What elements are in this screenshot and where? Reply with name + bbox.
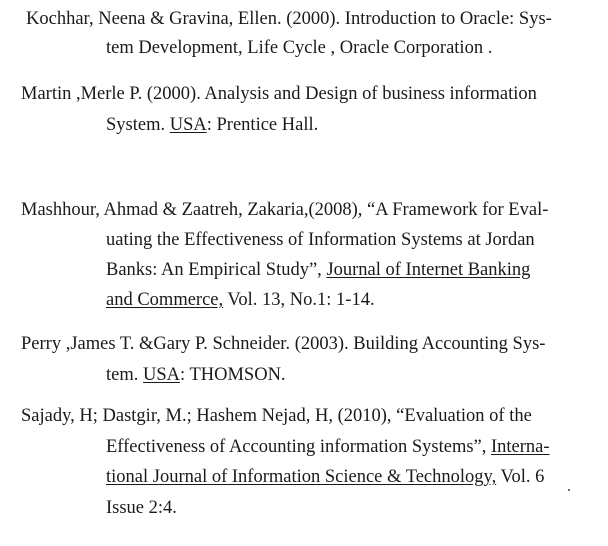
- reference-text: uating the Effectiveness of Information Systems at Jordan: [106, 230, 535, 250]
- reference-text: Mashhour, Ahmad & Zaatreh, Zakaria,(2008), “A Framework for Eval-: [21, 200, 549, 220]
- reference-text: : THOMSON.: [180, 365, 286, 385]
- reference-perry-line-2: [106, 364, 286, 386]
- reference-text: Vol. 13, No.1: 1-14.: [223, 290, 375, 310]
- reference-perry-line-1: [21, 333, 545, 355]
- reference-text: tem.: [106, 365, 143, 385]
- reference-mashhour-line-4: [106, 289, 375, 311]
- reference-sajady-line-3: [106, 466, 544, 488]
- reference-text: Martin ,Merle P. (2000). Analysis and Design of business information: [21, 84, 537, 104]
- reference-text: System.: [106, 115, 170, 135]
- journal-title-link[interactable]: Interna-: [491, 437, 550, 457]
- reference-sajady-line-1: [21, 405, 532, 427]
- reference-text: Kochhar, Neena & Gravina, Ellen. (2000). Introduction to Oracle: Sys-: [26, 9, 552, 29]
- scan-speck: [568, 489, 570, 491]
- reference-mashhour-line-1: [21, 199, 548, 221]
- journal-title-link[interactable]: tional Journal of Information Science & Technology,: [106, 467, 497, 487]
- reference-text: Banks: An Empirical Study”,: [106, 260, 327, 280]
- reference-mashhour-line-3: [106, 259, 530, 281]
- reference-kochhar-line-1: [26, 8, 552, 30]
- reference-text: Vol. 6: [496, 467, 545, 487]
- journal-title-link[interactable]: Journal of Internet Banking: [326, 260, 531, 280]
- reference-text: Issue 2:4.: [106, 498, 177, 518]
- reference-text: Effectiveness of Accounting information Systems”,: [106, 437, 491, 457]
- reference-kochhar-line-2: [106, 37, 492, 59]
- reference-text: Sajady, H; Dastgir, M.; Hashem Nejad, H, (2010), “Evaluation of the: [21, 406, 532, 426]
- publisher-location-link[interactable]: USA: [143, 365, 181, 385]
- reference-martin-line-1: [21, 83, 537, 105]
- journal-title-link[interactable]: and Commerce,: [106, 290, 224, 310]
- reference-sajady-line-2: [106, 436, 550, 458]
- reference-text: Perry ,James T. &Gary P. Schneider. (2003). Building Accounting Sys-: [21, 334, 546, 354]
- reference-mashhour-line-2: [106, 229, 535, 251]
- reference-text: tem Development, Life Cycle , Oracle Corporation .: [106, 38, 493, 58]
- reference-martin-line-2: [106, 114, 318, 136]
- reference-sajady-line-4: [106, 497, 177, 519]
- publisher-location-link[interactable]: USA: [169, 115, 207, 135]
- reference-text: : Prentice Hall.: [206, 115, 319, 135]
